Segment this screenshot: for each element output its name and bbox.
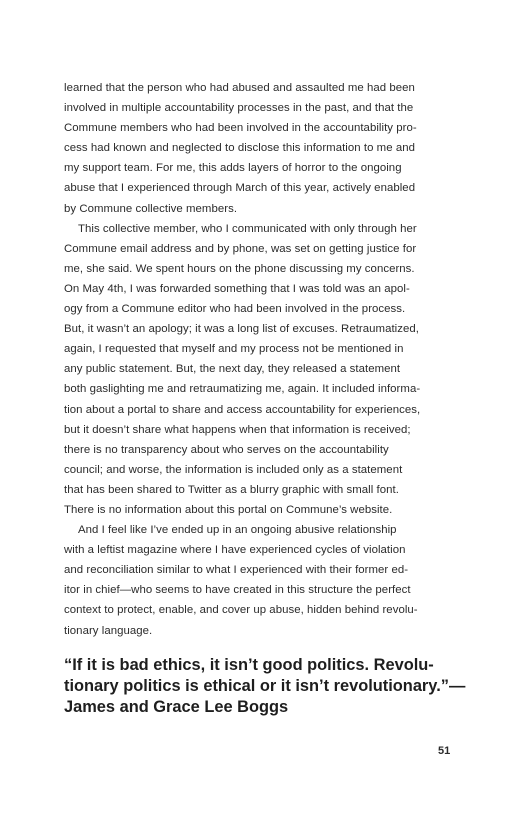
body-line: that has been shared to Twitter as a blurry graphic with small font. — [64, 483, 399, 496]
body-line: involved in multiple accountability processes in the past, and that the — [64, 102, 414, 115]
body-line: but it doesn’t share what happens when that information is received; — [64, 423, 411, 436]
body-line: itor in chief—who seems to have created in this structure the perfect — [64, 584, 411, 597]
body-line: cess had known and neglected to disclose this information to me and — [64, 142, 415, 155]
body-line: And I feel like I’ve ended up in an ongoing abusive relationship — [78, 524, 397, 537]
body-text — [64, 78, 464, 641]
body-line: with a leftist magazine where I have experienced cycles of violation — [64, 544, 406, 557]
pull-quote — [64, 655, 484, 718]
body-line: On May 4th, I was forwarded something that I was told was an apol- — [64, 282, 410, 295]
body-line: This collective member, who I communicated with only through her — [78, 222, 417, 235]
body-line: There is no information about this portal on Commune’s website. — [64, 503, 393, 516]
body-line: Commune email address and by phone, was set on getting justice for — [64, 242, 417, 255]
body-line: any public statement. But, the next day, they released a statement — [64, 363, 401, 376]
body-line: But, it wasn’t an apology; it was a long list of excuses. Retraumatized, — [64, 323, 419, 336]
body-line: and reconciliation similar to what I experienced with their former ed- — [64, 564, 409, 577]
body-line: my support team. For me, this adds layers of horror to the ongoing — [64, 162, 402, 175]
body-line: again, I requested that myself and my process not be mentioned in — [64, 343, 404, 356]
body-line: context to protect, enable, and cover up abuse, hidden behind revolu- — [64, 604, 418, 617]
body-line: me, she said. We spent hours on the phone discussing my concerns. — [64, 262, 415, 275]
body-line: council; and worse, the information is included only as a statement — [64, 463, 403, 476]
pull-quote-line: tionary politics is ethical or it isn’t revolutionary.”— — [64, 677, 466, 695]
body-line: ogy from a Commune editor who had been involved in the process. — [64, 303, 406, 316]
body-line: tion about a portal to share and access accountability for experiences, — [64, 403, 421, 416]
body-line: by Commune collective members. — [64, 202, 238, 215]
body-line: there is no transparency about who serves on the accountability — [64, 443, 389, 456]
body-line: abuse that I experienced through March of this year, actively enabled — [64, 182, 416, 195]
body-line: both gaslighting me and retraumatizing me, again. It included informa- — [64, 383, 421, 396]
page-number: 51 — [438, 745, 451, 757]
body-line: tionary language. — [64, 624, 153, 637]
body-line: learned that the person who had abused and assaulted me had been — [64, 82, 415, 94]
body-line: Commune members who had been involved in the accountability pro- — [64, 122, 417, 135]
pull-quote-attribution: James and Grace Lee Boggs — [64, 698, 289, 716]
pull-quote-line: “If it is bad ethics, it isn’t good politics. Revolu- — [64, 656, 434, 674]
